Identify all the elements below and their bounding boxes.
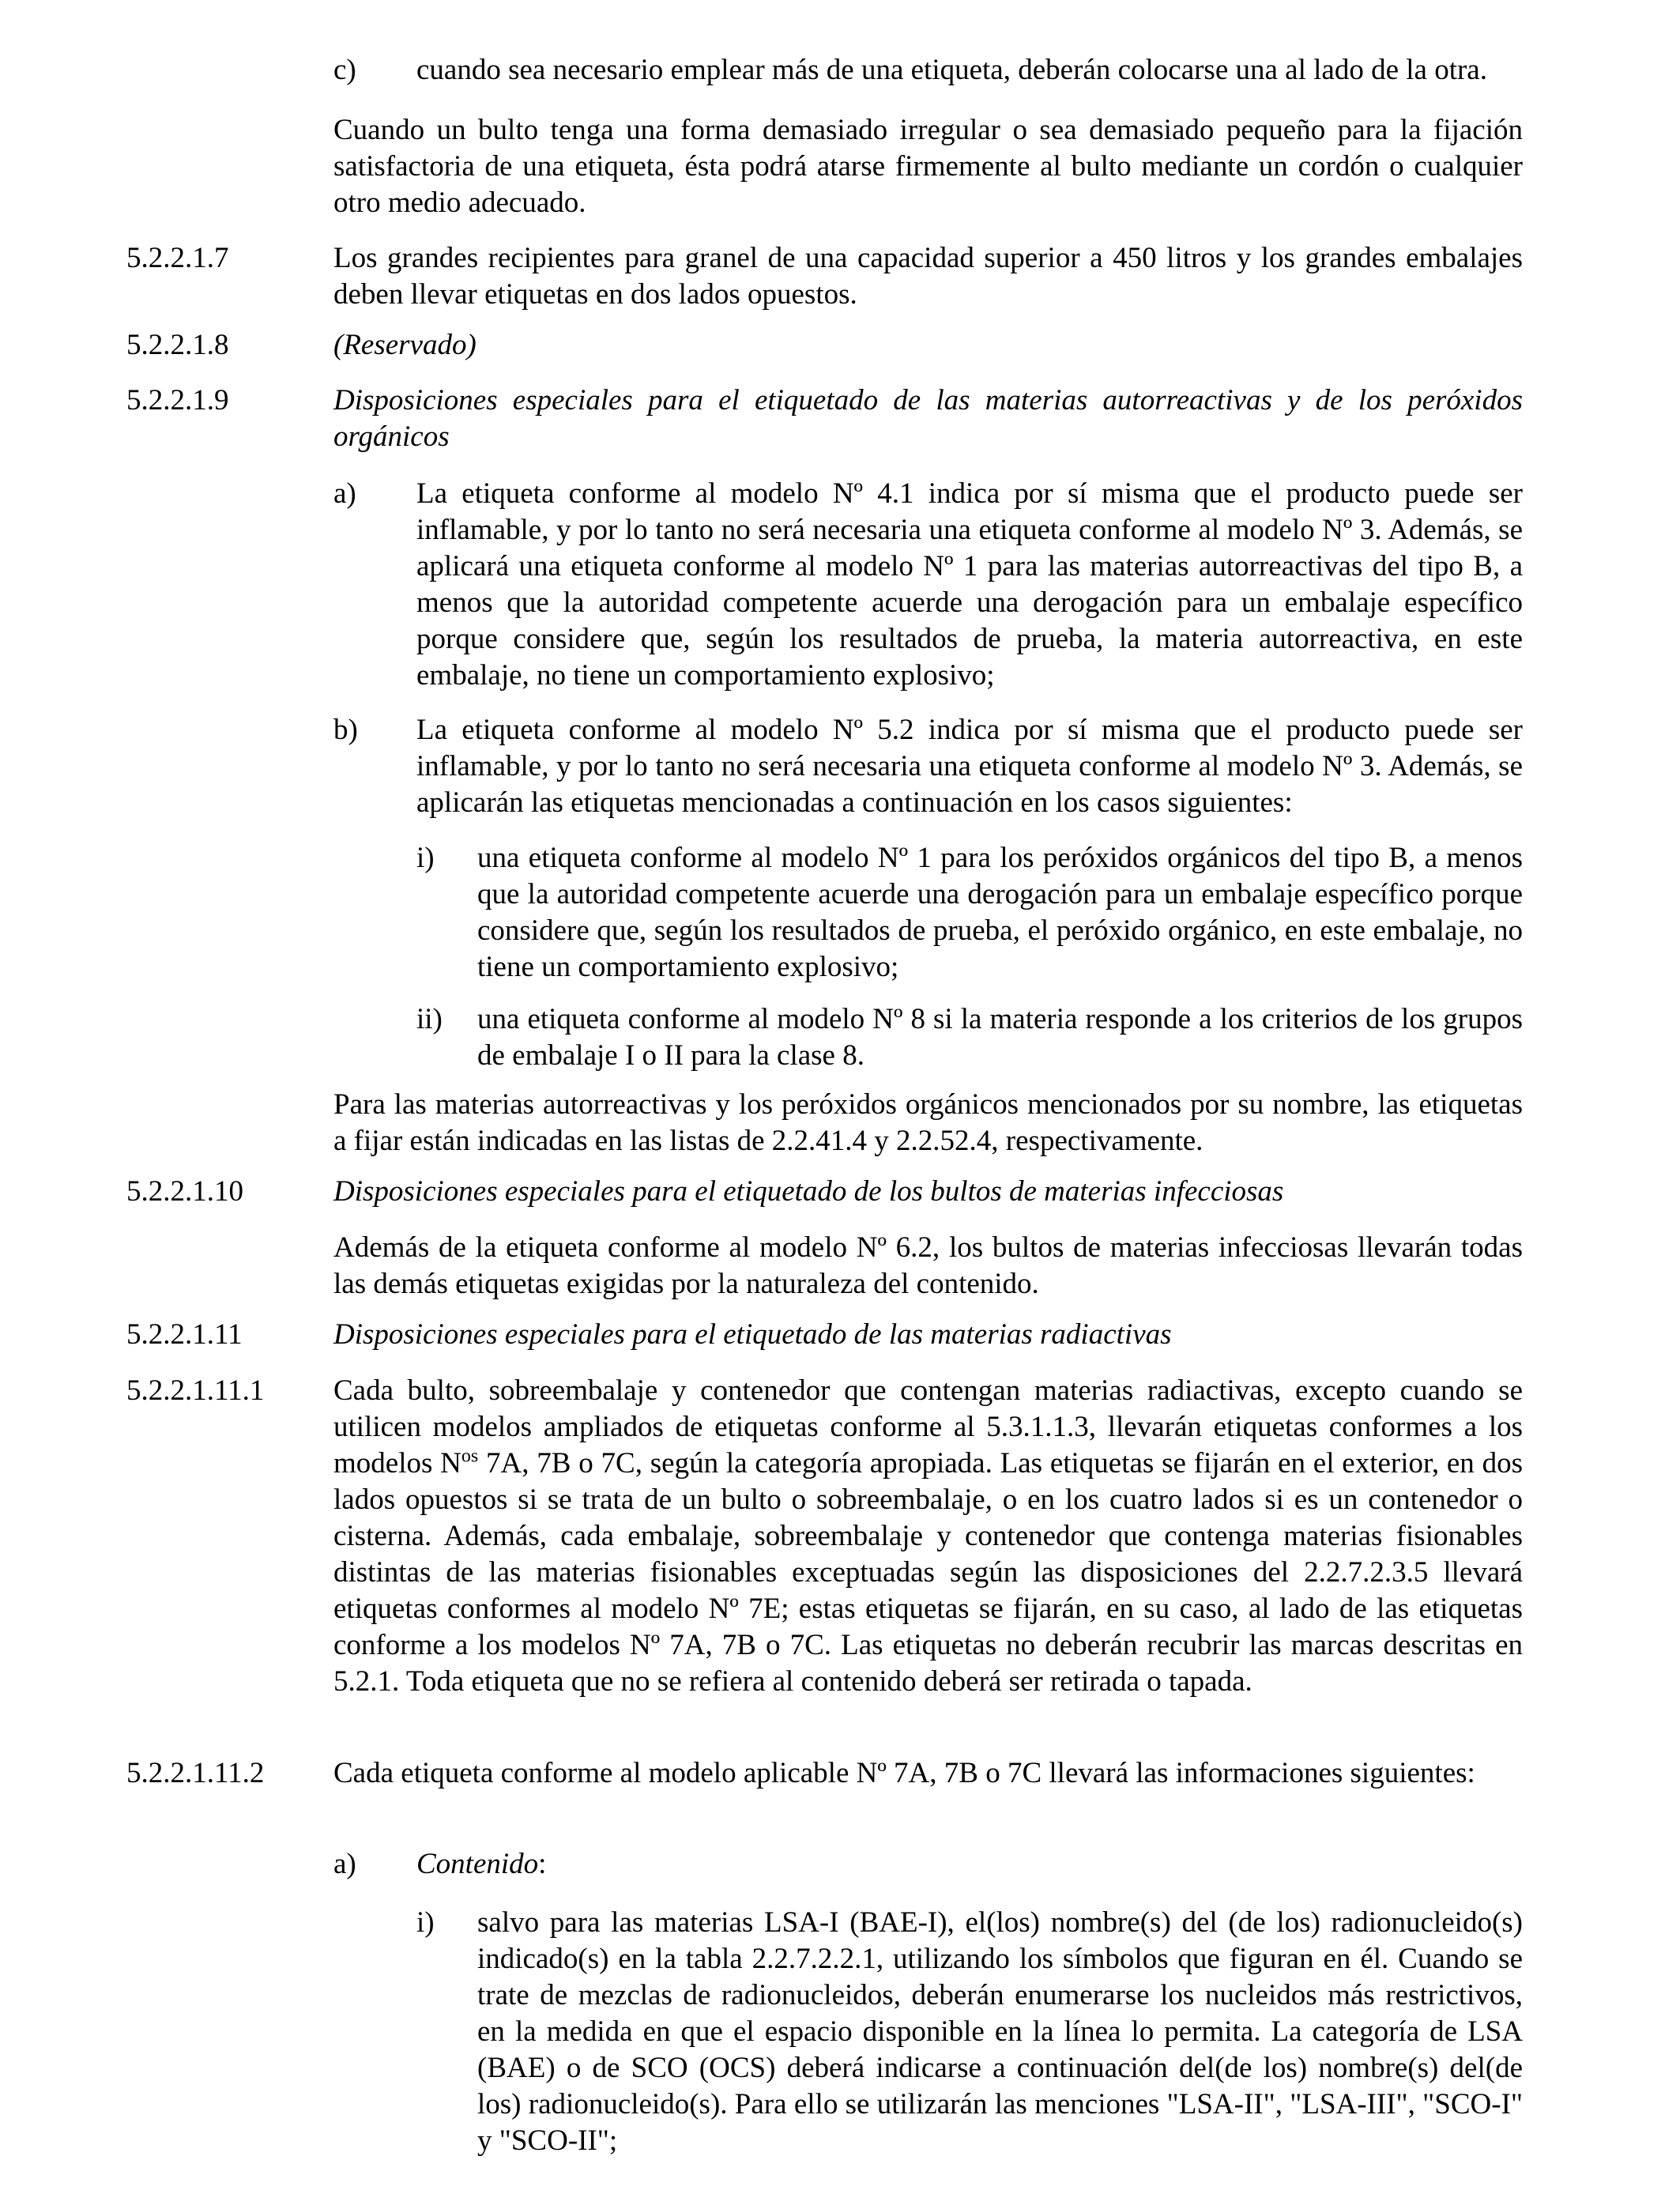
section-number-5-2-2-1-8: 5.2.2.1.8 bbox=[126, 329, 229, 361]
section-number-5-2-2-1-9: 5.2.2.1.9 bbox=[126, 384, 229, 417]
content-i-label: i) bbox=[416, 1906, 435, 1939]
section-5-2-2-1-11-1-text-b: 7A, 7B o 7C, según la categoría apropiada. Las etiquetas se fijarán en el exterior, en dos lados opuestos si se trata de un bulto o sobreembalaje, o en los cuatro lados si es un contenedor o cisterna. Además, cada embalaje, sobreembalaje y contenedor que contenga materias fisionables distintas de las materias fisionables exceptuadas según las disposiciones del 2.2.7.2.3.5 llevará etiquetas conformes al modelo Nº 7E; estas etiquetas se fijarán, en su caso, al lado de las etiquetas conforme a los modelos Nº 7A, 7B o 7C. Las etiquetas no deberán recubrir las marcas descritas en 5.2.1. Toda etiqueta que no se refiera al contenido deberá ser retirada o tapada. bbox=[333, 1447, 1523, 1698]
section-5-2-2-1-11-title: Disposiciones especiales para el etiquetado de las materias radiactivas bbox=[333, 1318, 1172, 1351]
superscript-os: os bbox=[461, 1446, 479, 1467]
section-5-2-2-1-8-text: (Reservado) bbox=[333, 329, 477, 361]
section-5-2-2-1-9-title: Disposiciones especiales para el etiquetado de las materias autorreactivas y de los peróxidos orgánicos bbox=[333, 384, 1523, 453]
paragraph-irregular-package: Cuando un bulto tenga una forma demasiado irregular o sea demasiado pequeño para la fijación satisfactoria de una etiqueta, ésta podrá atarse firmemente al bulto mediante un cordón o cualquier otro medio adecuado. bbox=[333, 114, 1523, 219]
section-5-2-2-1-11-1-text-a: Cada bulto, sobreembalaje y contenedor que contengan materias radiactivas, excepto cuando se utilicen modelos ampliados de etiquetas conforme al 5.3.1.1.3, llevarán etiquetas conformes a los modelos N bbox=[333, 1374, 1523, 1480]
content-a-colon: : bbox=[538, 1848, 547, 1880]
content-a-title: Contenido bbox=[416, 1848, 539, 1880]
item-c-text: cuando sea necesario emplear más de una etiqueta, deberán colocarse una al lado de la otra. bbox=[416, 54, 1487, 86]
subitem-b-ii-label: ii) bbox=[416, 1003, 443, 1035]
section-number-5-2-2-1-11-2: 5.2.2.1.11.2 bbox=[126, 1757, 265, 1789]
section-5-2-2-1-11-2-text: Cada etiqueta conforme al modelo aplicable Nº 7A, 7B o 7C llevará las informaciones siguientes: bbox=[333, 1757, 1475, 1789]
subitem-b-i-label: i) bbox=[416, 842, 435, 874]
subitem-b-ii-text: una etiqueta conforme al modelo Nº 8 si la materia responde a los criterios de los grupos de embalaje I o II para la clase 8. bbox=[477, 1003, 1523, 1072]
item-a-label: a) bbox=[333, 477, 356, 510]
item-b-text: La etiqueta conforme al modelo Nº 5.2 indica por sí misma que el producto puede ser inflamable, y por lo tanto no será necesaria una etiqueta conforme al modelo Nº 3. Además, se aplicarán las etiquetas mencionadas a continuación en los casos siguientes: bbox=[416, 714, 1523, 819]
section-5-2-2-1-10-title: Disposiciones especiales para el etiquetado de los bultos de materias infecciosas bbox=[333, 1175, 1284, 1208]
content-a-label: a) bbox=[333, 1848, 356, 1880]
section-5-2-2-1-7-text: Los grandes recipientes para granel de una capacidad superior a 450 litros y los grandes embalajes deben llevar etiquetas en dos lados opuestos. bbox=[333, 242, 1523, 311]
item-a-text: La etiqueta conforme al modelo Nº 4.1 indica por sí misma que el producto puede ser inflamable, y por lo tanto no será necesaria una etiqueta conforme al modelo Nº 3. Además, se aplicará una etiqueta conforme al modelo Nº 1 para las materias autorreactivas del tipo B, a menos que la autoridad competente acuerde una derogación para un embalaje específico porque considere que, según los resultados de prueba, la materia autorreactiva, en este embalaje, no tiene un comportamiento explosivo; bbox=[416, 477, 1523, 692]
section-number-5-2-2-1-11-1: 5.2.2.1.11.1 bbox=[126, 1374, 265, 1407]
content-a-heading bbox=[416, 1846, 1523, 1883]
section-number-5-2-2-1-10: 5.2.2.1.10 bbox=[126, 1175, 243, 1208]
section-number-5-2-2-1-11: 5.2.2.1.11 bbox=[126, 1318, 243, 1351]
section-number-5-2-2-1-7: 5.2.2.1.7 bbox=[126, 242, 229, 274]
content-i-text: salvo para las materias LSA-I (BAE-I), el(los) nombre(s) del (de los) radionucleido(s) indicado(s) en la tabla 2.2.7.2.2.1, utilizando los símbolos que figuran en él. Cuando se trate de mezclas de radionucleidos, deberán enumerarse los nucleidos más restrictivos, en la medida en que el espacio disponible en la línea lo permita. La categoría de LSA (BAE) o de SCO (OCS) deberá indicarse a continuación del(de los) nombre(s) del(de los) radionucleido(s). Para ello se utilizarán las menciones "LSA-II", "LSA-III", "SCO-I" y "SCO-II"; bbox=[477, 1906, 1523, 2157]
section-5-2-2-1-11-1-text bbox=[333, 1373, 1523, 1700]
section-5-2-2-1-10-text: Además de la etiqueta conforme al modelo Nº 6.2, los bultos de materias infecciosas llevarán todas las demás etiquetas exigidas por la naturaleza del contenido. bbox=[333, 1231, 1523, 1300]
section-5-2-2-1-9-closing: Para las materias autorreactivas y los peróxidos orgánicos mencionados por su nombre, las etiquetas a fijar están indicadas en las listas de 2.2.41.4 y 2.2.52.4, respectivamente. bbox=[333, 1088, 1523, 1157]
item-c-label: c) bbox=[333, 54, 356, 86]
subitem-b-i-text: una etiqueta conforme al modelo Nº 1 para los peróxidos orgánicos del tipo B, a menos que la autoridad competente acuerde una derogación para un embalaje específico porque considere que, según los resultados de prueba, el peróxido orgánico, en este embalaje, no tiene un comportamiento explosivo; bbox=[477, 842, 1523, 983]
item-b-label: b) bbox=[333, 714, 358, 746]
